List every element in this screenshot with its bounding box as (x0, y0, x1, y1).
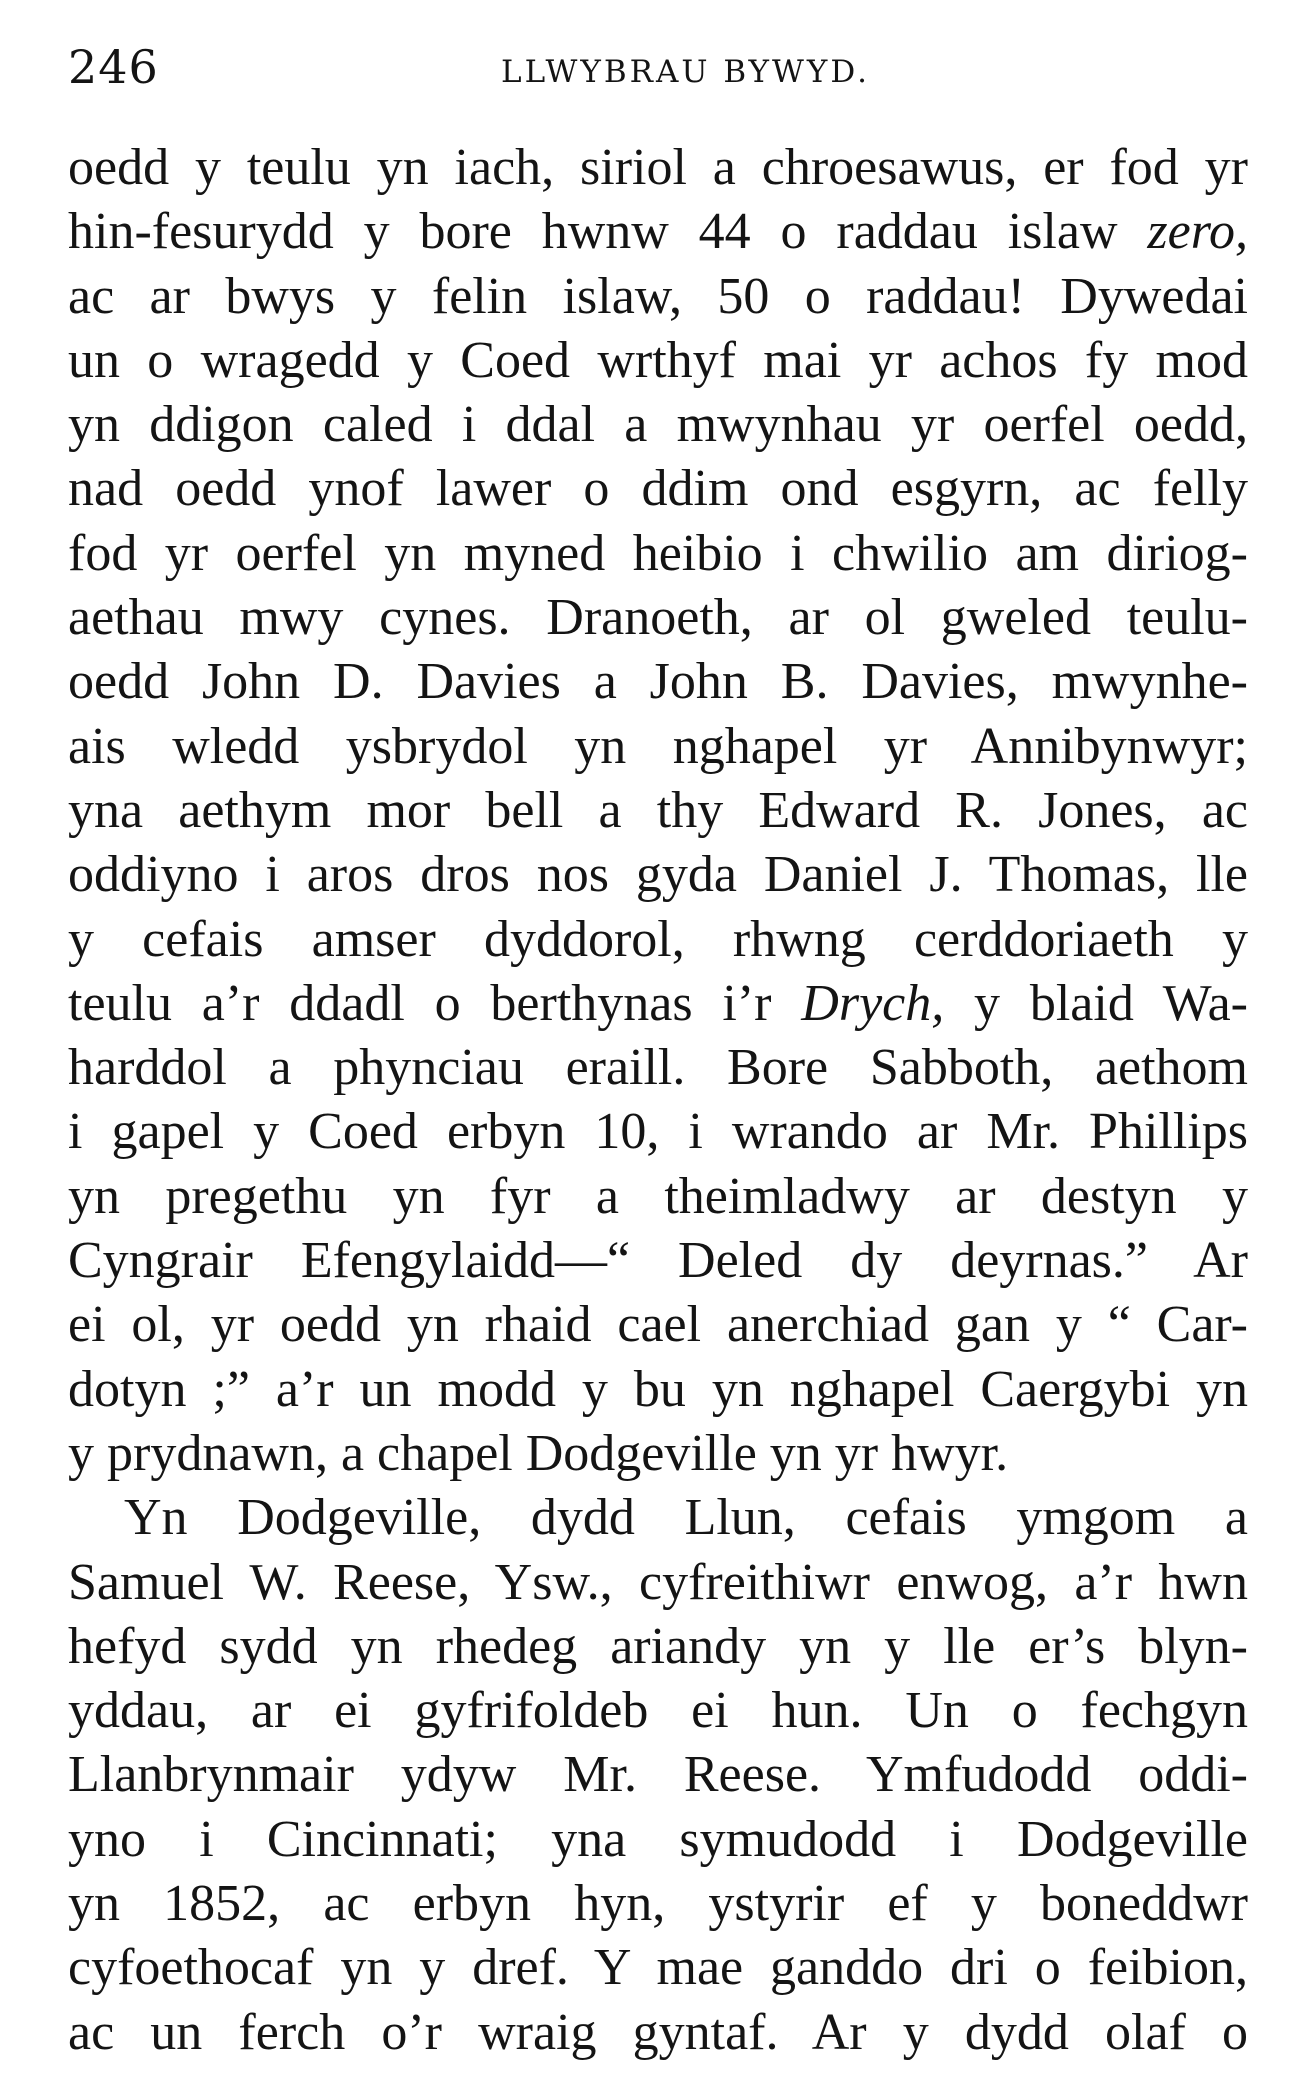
text-segment: yddau, ar ei gyfrifoldeb ei hun. Un o fechgyn (68, 1682, 1248, 1740)
body-text (68, 136, 1248, 2065)
text-line (68, 200, 1248, 264)
text-segment: ei ol, yr oedd yn rhaid cael anerchiad gan y “ Car- (68, 1296, 1248, 1354)
text-line (68, 1036, 1248, 1100)
text-segment: Samuel W. Reese, Ysw., cyfreithiwr enwog, a’r hwn (68, 1553, 1248, 1611)
text-line (68, 1615, 1248, 1679)
text-segment: teulu a’r ddadl o berthynas i’r (68, 974, 802, 1032)
text-segment: Yn Dodgeville, dydd Llun, cefais ymgom a (124, 1489, 1248, 1547)
text-line (68, 1358, 1248, 1422)
text-segment: yn pregethu yn fyr a theimladwy ar destyn y (68, 1167, 1248, 1225)
text-line (68, 1872, 1248, 1936)
text-segment: hin-fesurydd y bore hwnw 44 o raddau islaw (68, 203, 1148, 261)
text-line (68, 1808, 1248, 1872)
text-line (68, 1229, 1248, 1293)
running-title: LLWYBRAU BYWYD. (501, 54, 870, 90)
text-segment: y blaid Wa- (944, 974, 1248, 1032)
text-line (68, 1551, 1248, 1615)
text-segment: nad oedd ynof lawer o ddim ond esgyrn, ac felly (68, 460, 1248, 518)
text-line (68, 329, 1248, 393)
text-line (68, 1743, 1248, 1807)
text-line (68, 2001, 1248, 2065)
text-segment: cyfoethocaf yn y dref. Y mae ganddo dri o feibion, (68, 1939, 1248, 1997)
text-line (68, 972, 1248, 1036)
text-segment: y prydnawn, a chapel Dodgeville yn yr hwyr. (68, 1424, 1009, 1482)
text-line (68, 457, 1248, 521)
text-line (68, 908, 1248, 972)
text-line (68, 1293, 1248, 1357)
text-line (68, 393, 1248, 457)
text-segment: hefyd sydd yn rhedeg ariandy yn y lle er’s blyn- (68, 1617, 1248, 1675)
text-segment: i gapel y Coed erbyn 10, i wrando ar Mr. Phillips (68, 1103, 1248, 1161)
text-line (68, 265, 1248, 329)
text-segment: dotyn ;” a’r un modd y bu yn nghapel Caergybi yn (68, 1360, 1248, 1418)
text-segment: yno i Cincinnati; yna symudodd i Dodgeville (68, 1810, 1248, 1868)
text-segment: ais wledd ysbrydol yn nghapel yr Annibynwyr; (68, 717, 1248, 775)
text-line (68, 1936, 1248, 2000)
text-line (68, 1165, 1248, 1229)
text-line (68, 522, 1248, 586)
text-segment: oddiyno i aros dros nos gyda Daniel J. Thomas, lle (68, 846, 1248, 904)
text-segment: y cefais amser dyddorol, rhwng cerddoriaeth y (68, 910, 1248, 968)
text-line (68, 1422, 1248, 1486)
text-segment: harddol a phynciau eraill. Bore Sabboth, aethom (68, 1039, 1248, 1097)
text-segment: un o wragedd y Coed wrthyf mai yr achos fy mod (68, 331, 1248, 389)
page-number: 246 (68, 40, 159, 94)
italic-text: Drych, (801, 974, 945, 1032)
text-segment: yn ddigon caled i ddal a mwynhau yr oerfel oedd, (68, 396, 1248, 454)
text-line (68, 136, 1248, 200)
text-line (68, 586, 1248, 650)
text-line (68, 779, 1248, 843)
text-segment: ac un ferch o’r wraig gyntaf. Ar y dydd olaf o (68, 2003, 1248, 2061)
text-segment: yn 1852, ac erbyn hyn, ystyrir ef y boneddwr (68, 1875, 1248, 1933)
text-line (68, 650, 1248, 714)
text-line (68, 715, 1248, 779)
text-line (68, 1486, 1248, 1550)
italic-text: zero, (1147, 203, 1248, 261)
text-segment: oedd y teulu yn iach, siriol a chroesawus, er fod yr (68, 139, 1248, 196)
text-line (68, 843, 1248, 907)
text-segment: fod yr oerfel yn myned heibio i chwilio am diriog- (68, 524, 1248, 582)
text-segment: aethau mwy cynes. Dranoeth, ar ol gweled teulu- (68, 589, 1248, 647)
text-segment: ac ar bwys y felin islaw, 50 o raddau! Dywedai (68, 267, 1248, 325)
text-segment: yna aethym mor bell a thy Edward R. Jones, ac (68, 781, 1248, 839)
running-head (68, 40, 1243, 110)
text-line (68, 1100, 1248, 1164)
text-segment: Llanbrynmair ydyw Mr. Reese. Ymfudodd oddi- (68, 1746, 1248, 1804)
text-segment: Cyngrair Efengylaidd—“ Deled dy deyrnas.” Ar (68, 1232, 1248, 1290)
text-line (68, 1679, 1248, 1743)
text-segment: oedd John D. Davies a John B. Davies, mwynhe- (68, 653, 1248, 711)
